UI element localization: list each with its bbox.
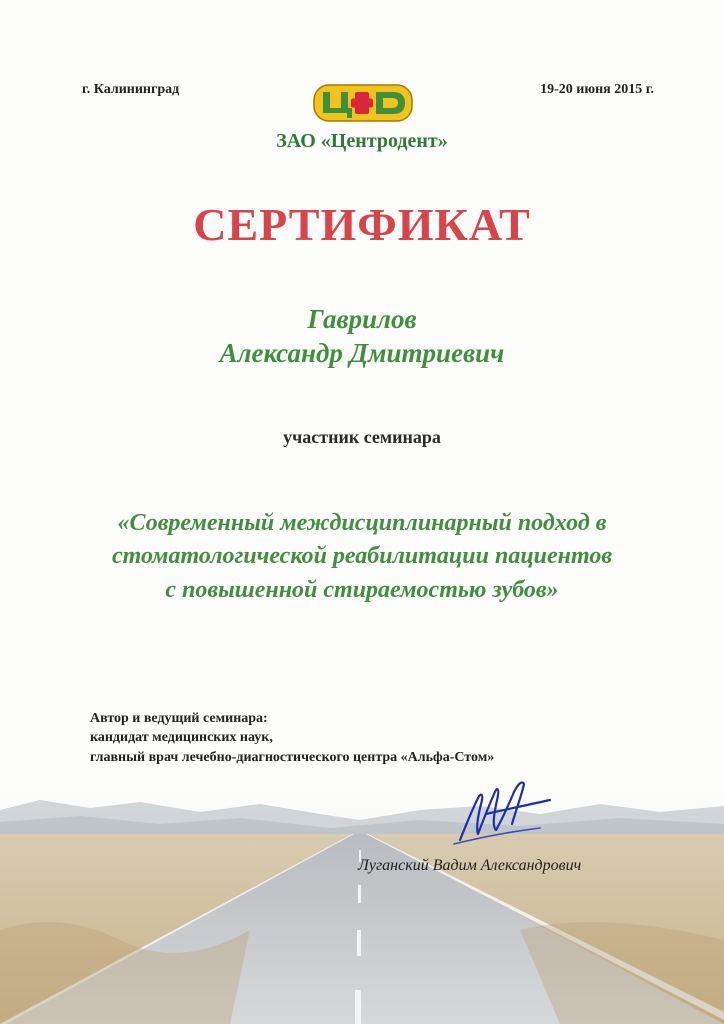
recipient-surname: Гаврилов	[307, 304, 417, 334]
company-name: ЗАО «Центродент»	[276, 130, 448, 152]
handwritten-signature	[448, 770, 558, 850]
participant-role: участник семинара	[283, 427, 441, 447]
road-landscape-image	[0, 790, 724, 1024]
author-position: главный врач лечебно-диагностического центра «Альфа-Стом»	[90, 750, 495, 765]
event-date: 19-20 июня 2015 г.	[540, 82, 654, 97]
seminar-topic-line-3: с повышенной стираемостью зубов»	[165, 577, 559, 603]
company-logo	[313, 84, 413, 122]
author-degree: кандидат медицинских наук,	[90, 730, 273, 745]
certificate-title: СЕРТИФИКАТ	[193, 199, 531, 250]
event-city: г. Калининград	[82, 82, 180, 97]
seminar-topic-line-2: стоматологической реабилитации пациентов	[111, 543, 613, 569]
signer-name: Луганский Вадим Александрович	[358, 857, 582, 874]
author-caption: Автор и ведущий семинара:	[90, 711, 268, 726]
seminar-topic-line-1: «Современный междисциплинарный подход в	[117, 510, 607, 536]
recipient-given-names: Александр Дмитриевич	[219, 338, 505, 368]
